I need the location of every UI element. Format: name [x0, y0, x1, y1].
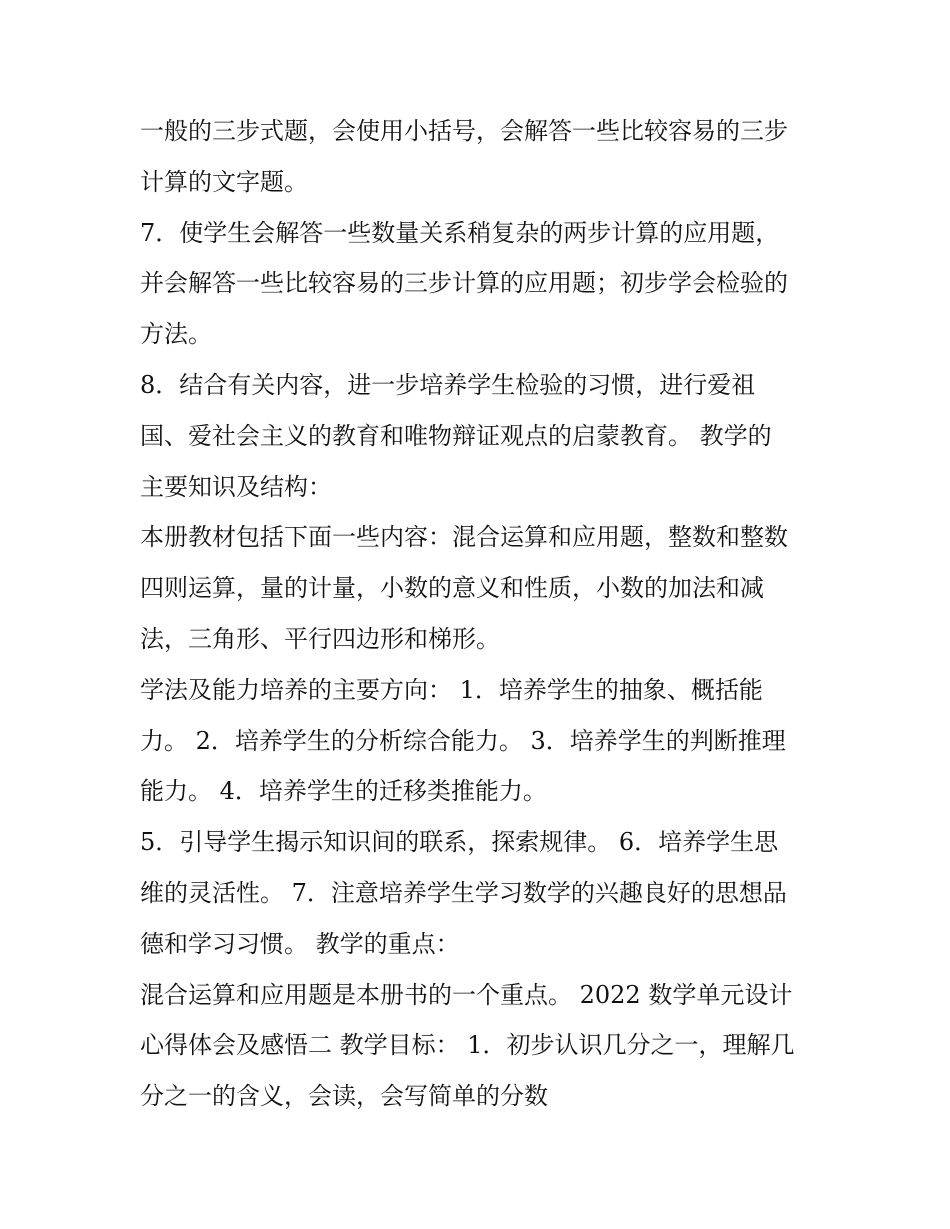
- text-line: 一般的三步式题，会使用小括号，会解答一些比较容易的三步: [140, 117, 788, 145]
- text-line: 7．使学生会解答一些数量关系稍复杂的两步计算的应用题，: [140, 218, 780, 247]
- text-line: 学法及能力培养的主要方向： 1．培养学生的抽象、概括能: [140, 675, 763, 704]
- text-line: 混合运算和应用题是本册书的一个重点。 2022 数学单元设计: [140, 980, 793, 1009]
- text-line: 并会解答一些比较容易的三步计算的应用题；初步学会检验的: [140, 269, 788, 298]
- text-line: 国、爱社会主义的教育和唯物辩证观点的启蒙教育。 教学的: [140, 421, 772, 450]
- text-line: 法，三角形、平行四边形和梯形。: [140, 624, 500, 653]
- body-text: [140, 106, 830, 1122]
- text-line: 5．引导学生揭示知识间的联系，探索规律。 6．培养学生思: [140, 828, 779, 857]
- text-line: 四则运算，量的计量，小数的意义和性质，小数的加法和减: [140, 574, 764, 603]
- text-line: 德和学习习惯。 教学的重点：: [140, 929, 460, 958]
- text-line: 计算的文字题。: [140, 167, 308, 196]
- text-line: 力。 2．培养学生的分析综合能力。 3．培养学生的判断推理: [140, 726, 786, 755]
- text-line: 本册教材包括下面一些内容：混合运算和应用题，整数和整数: [140, 523, 788, 552]
- text-line: 分之一的含义，会读，会写简单的分数: [140, 1082, 548, 1111]
- text-line: 8．结合有关内容，进一步培养学生检验的习惯，进行爱祖: [140, 370, 756, 399]
- text-line: 心得体会及感悟二 教学目标： 1．初步认识几分之一，理解几: [140, 1031, 795, 1060]
- text-line: 方法。: [140, 320, 212, 349]
- text-line: 维的灵活性。 7．注意培养学生学习数学的兴趣良好的思想品: [140, 878, 787, 907]
- text-line: 主要知识及结构：: [140, 472, 332, 501]
- text-line: 能力。 4．培养学生的迁移类推能力。: [140, 777, 547, 806]
